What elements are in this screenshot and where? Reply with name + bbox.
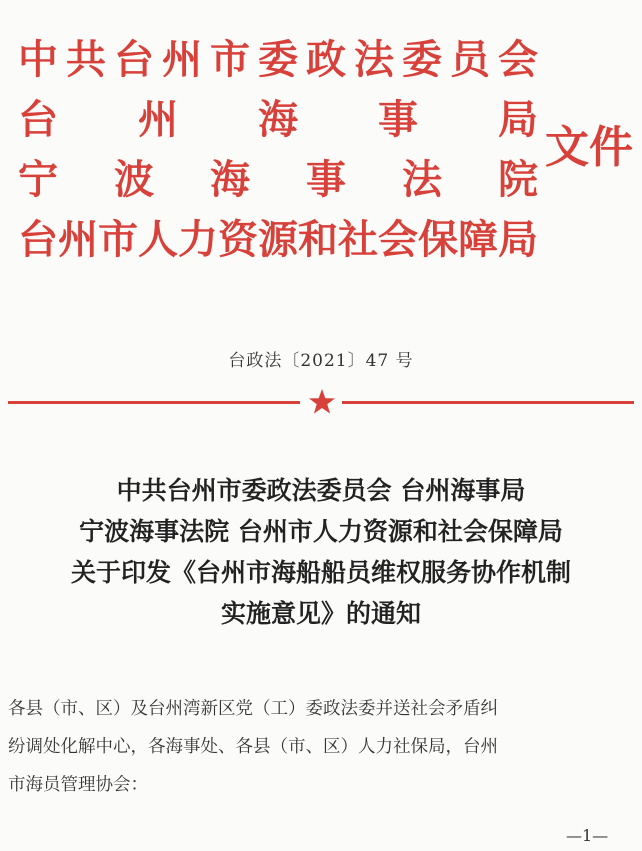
issuer-char: 海 (210, 156, 250, 203)
body-line: 纷调处化解中心，各海事处、各县（市、区）人力社保局，台州 (8, 737, 498, 757)
title-line: 关于印发《台州市海船船员维权服务协作机制 (70, 558, 571, 587)
notice-title (0, 470, 642, 634)
issuer-line-2 (18, 90, 538, 150)
divider-left (8, 401, 300, 404)
issuer-char: 海 (258, 96, 298, 143)
page-number: —1— (566, 826, 609, 845)
star-icon (308, 388, 336, 416)
issuer-char: 事 (306, 156, 346, 203)
issuer-char: 院 (498, 156, 538, 203)
body-line: 各县（市、区）及台州湾新区党（工）委政法委并送社会矛盾纠 (8, 699, 498, 719)
issuer-name-1: 中共台州市委政法委员会 (18, 36, 546, 83)
header-suffix: 文件 (545, 122, 633, 173)
issuer-char: 台 (18, 96, 58, 143)
issuer-char: 局 (498, 96, 538, 143)
issuer-char: 州 (138, 96, 178, 143)
issuer-line-4 (18, 210, 538, 270)
title-line: 中共台州市委政法委员会 台州海事局 (116, 476, 526, 505)
issuer-name-4: 台州市人力资源和社会保障局 (18, 216, 538, 263)
document-number: 台政法〔2021〕47 号 (228, 351, 414, 371)
title-line: 宁波海事法院 台州市人力资源和社会保障局 (79, 517, 563, 546)
issuer-header (18, 30, 546, 270)
issuer-line-1 (18, 30, 546, 90)
issuer-char: 波 (114, 156, 154, 203)
title-line: 实施意见》的通知 (220, 599, 421, 628)
issuer-char: 法 (402, 156, 442, 203)
addressee-paragraph (8, 690, 630, 804)
body-line: 市海员管理协会： (8, 775, 148, 795)
issuer-line-3 (18, 150, 538, 210)
divider-right (342, 401, 634, 404)
issuer-char: 宁 (18, 156, 58, 203)
issuer-char: 事 (378, 96, 418, 143)
